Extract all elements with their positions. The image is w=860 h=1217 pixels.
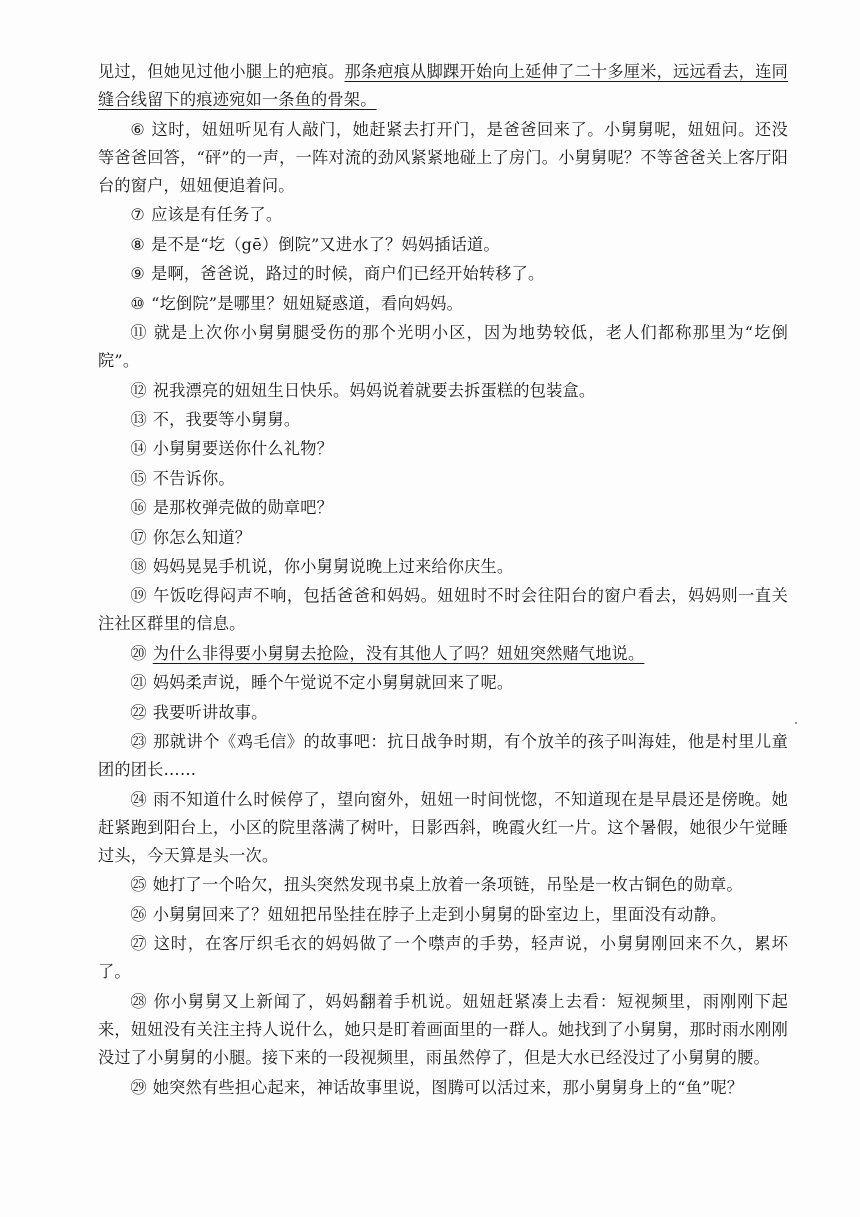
paragraph-p7 xyxy=(98,201,788,229)
paragraph-p17 xyxy=(98,524,788,552)
sentence-text: 雨不知道什么时候停了，望向窗外，妞妞一时间恍惚，不知道现在是早晨还是傍晚。她赶紧跑到阳台上，小区的院里落满了树叶，日影西斜，晚霞火红一片。这个暑假，她很少午觉睡过头，今天算是头一次。 xyxy=(98,789,788,866)
paragraph-p16 xyxy=(98,494,788,522)
paragraph-p10 xyxy=(98,290,788,318)
sentence-text: 不，我要等小舅舅。 xyxy=(152,409,301,429)
paragraph-p25 xyxy=(98,871,788,899)
paragraph-number: ㉘ xyxy=(130,991,148,1011)
paragraph-number: ㉓ xyxy=(130,732,148,752)
story-text xyxy=(98,58,788,1103)
sentence-text: 应该是有任务了。 xyxy=(151,205,283,225)
underlined-sentence: 那条疤痕从脚踝开始向上延伸了二十多厘米，远远看去，连同缝合线留下的痕迹宛如一条鱼的骨架。 xyxy=(98,62,789,110)
sentence-text: 这时，在客厅织毛衣的妈妈做了一个噤声的手势，轻声说，小舅舅刚回来不久，累坏了。 xyxy=(98,934,788,982)
sentence-text: 小舅舅回来了？妞妞把吊坠挂在脖子上走到小舅舅的卧室边上，里面没有动静。 xyxy=(152,904,727,924)
sentence-text: 午饭吃得闷声不响，包括爸爸和妈妈。妞妞时不时会往阳台的窗户看去，妈妈则一直关注社区群里的信息。 xyxy=(98,586,788,634)
paragraph-number: ㉔ xyxy=(130,789,148,809)
sentence-text: 就是上次你小舅舅腿受伤的那个光明小区，因为地势较低，老人们都称那里为“圪倒院”。 xyxy=(98,322,788,371)
paragraph-p21 xyxy=(98,669,788,697)
sentence-text: 她突然有些担心起来，神话故事里说，图腾可以活过来，那小舅舅身上的“鱼”呢？ xyxy=(152,1077,744,1097)
paragraph-number: ⑦ xyxy=(130,205,146,225)
paragraph-number: ⑬ xyxy=(130,409,147,429)
underlined-sentence: 为什么非得要小舅舅去抢险，没有其他人了吗？妞妞突然赌气地说。 xyxy=(152,643,645,663)
paragraph-p19 xyxy=(98,582,788,638)
sentence-text: 你怎么知道？ xyxy=(152,527,252,547)
paragraph-number: ㉗ xyxy=(130,934,148,954)
paragraph-number: ⑫ xyxy=(130,380,147,400)
paragraph-p15 xyxy=(98,465,788,493)
sentence-text: 是啊，爸爸说，路过的时候，商户们已经开始转移了。 xyxy=(151,264,545,284)
paragraph-number: ⑭ xyxy=(130,439,147,459)
paragraph-p20 xyxy=(98,640,788,668)
paragraph-p14 xyxy=(98,435,788,463)
sentence-text: 我要听讲故事。 xyxy=(152,702,268,722)
paragraph-p6 xyxy=(98,116,788,201)
sentence-text: 见过，但她见过他小腿上的疤痕。 xyxy=(98,62,345,81)
paragraph-number: ㉑ xyxy=(130,673,147,693)
paragraph-p28 xyxy=(98,988,788,1073)
sentence-text: 不告诉你。 xyxy=(152,468,235,488)
paragraph-number: ⑳ xyxy=(130,643,147,663)
paragraph-number: ⑥ xyxy=(130,119,146,139)
paragraph-p23 xyxy=(98,728,788,784)
paragraph-number: ㉒ xyxy=(130,702,147,722)
paragraph-number: ⑪ xyxy=(130,322,148,342)
paragraph-p0 xyxy=(98,58,788,114)
paragraph-number: ㉕ xyxy=(130,875,147,895)
paragraph-number: ㉙ xyxy=(130,1077,147,1097)
paragraph-number: ⑱ xyxy=(130,556,147,576)
paragraph-p8 xyxy=(98,231,788,259)
paragraph-number: ⑩ xyxy=(130,293,146,313)
sentence-text: 是那枚弹壳做的勋章吧？ xyxy=(152,498,334,518)
sentence-text: 妈妈晃晃手机说，你小舅舅说晚上过来给你庆生。 xyxy=(152,556,514,576)
paragraph-p18 xyxy=(98,553,788,581)
paragraph-number: ㉖ xyxy=(130,904,147,924)
paragraph-p13 xyxy=(98,406,788,434)
paragraph-number: ⑧ xyxy=(130,234,146,254)
paragraph-p12 xyxy=(98,377,788,405)
paragraph-p22 xyxy=(98,699,788,727)
sentence-text: “圪倒院”是哪里？妞妞疑惑道，看向妈妈。 xyxy=(151,293,464,313)
sentence-text: 妈妈柔声说，睡个午觉说不定小舅舅就回来了呢。 xyxy=(152,673,514,693)
paragraph-p26 xyxy=(98,901,788,929)
sentence-text: 这时，妞妞听见有人敲门，她赶紧去打开门，是爸爸回来了。小舅舅呢，妞妞问。还没等爸爸回答，“砰”的一声，一阵对流的劲风紧紧地碰上了房门。小舅舅呢？不等爸爸关上客厅阳台的窗户，妞妞便追着问。 xyxy=(98,119,788,195)
sentence-text: 那就讲个《鸡毛信》的故事吧：抗日战争时期，有个放羊的孩子叫海娃，他是村里儿童团的团长…… xyxy=(98,732,788,780)
sentence-text: 祝我漂亮的妞妞生日快乐。妈妈说着就要去拆蛋糕的包装盒。 xyxy=(152,380,596,400)
paragraph-p9 xyxy=(98,260,788,288)
paragraph-number: ⑰ xyxy=(130,527,147,547)
paragraph-number: ⑨ xyxy=(130,264,146,284)
scan-speck xyxy=(795,722,797,724)
paragraph-p27 xyxy=(98,930,788,986)
paragraph-p11 xyxy=(98,319,788,375)
sentence-text: 她打了一个哈欠，扭头突然发现书桌上放着一条项链，吊坠是一枚古铜色的勋章。 xyxy=(152,875,743,895)
sentence-text: 你小舅舅又上新闻了，妈妈翻着手机说。妞妞赶紧凑上去看：短视频里，雨刚刚下起来，妞妞没有关注主持人说什么，她只是盯着画面里的一群人。她找到了小舅舅，那时雨水刚刚没过了小舅舅的小腿。接下来的一段视频里，雨虽然停了，但是大水已经没过了小舅舅的腰。 xyxy=(98,991,788,1068)
paragraph-number: ⑮ xyxy=(130,468,147,488)
paragraph-p29 xyxy=(98,1074,788,1102)
sentence-text: 是不是“圪（gē）倒院”又进水了？妈妈插话道。 xyxy=(151,234,500,254)
paragraph-number: ⑯ xyxy=(130,498,147,518)
paragraph-number: ⑲ xyxy=(130,586,148,606)
sentence-text: 小舅舅要送你什么礼物？ xyxy=(152,439,334,459)
paragraph-p24 xyxy=(98,786,788,871)
